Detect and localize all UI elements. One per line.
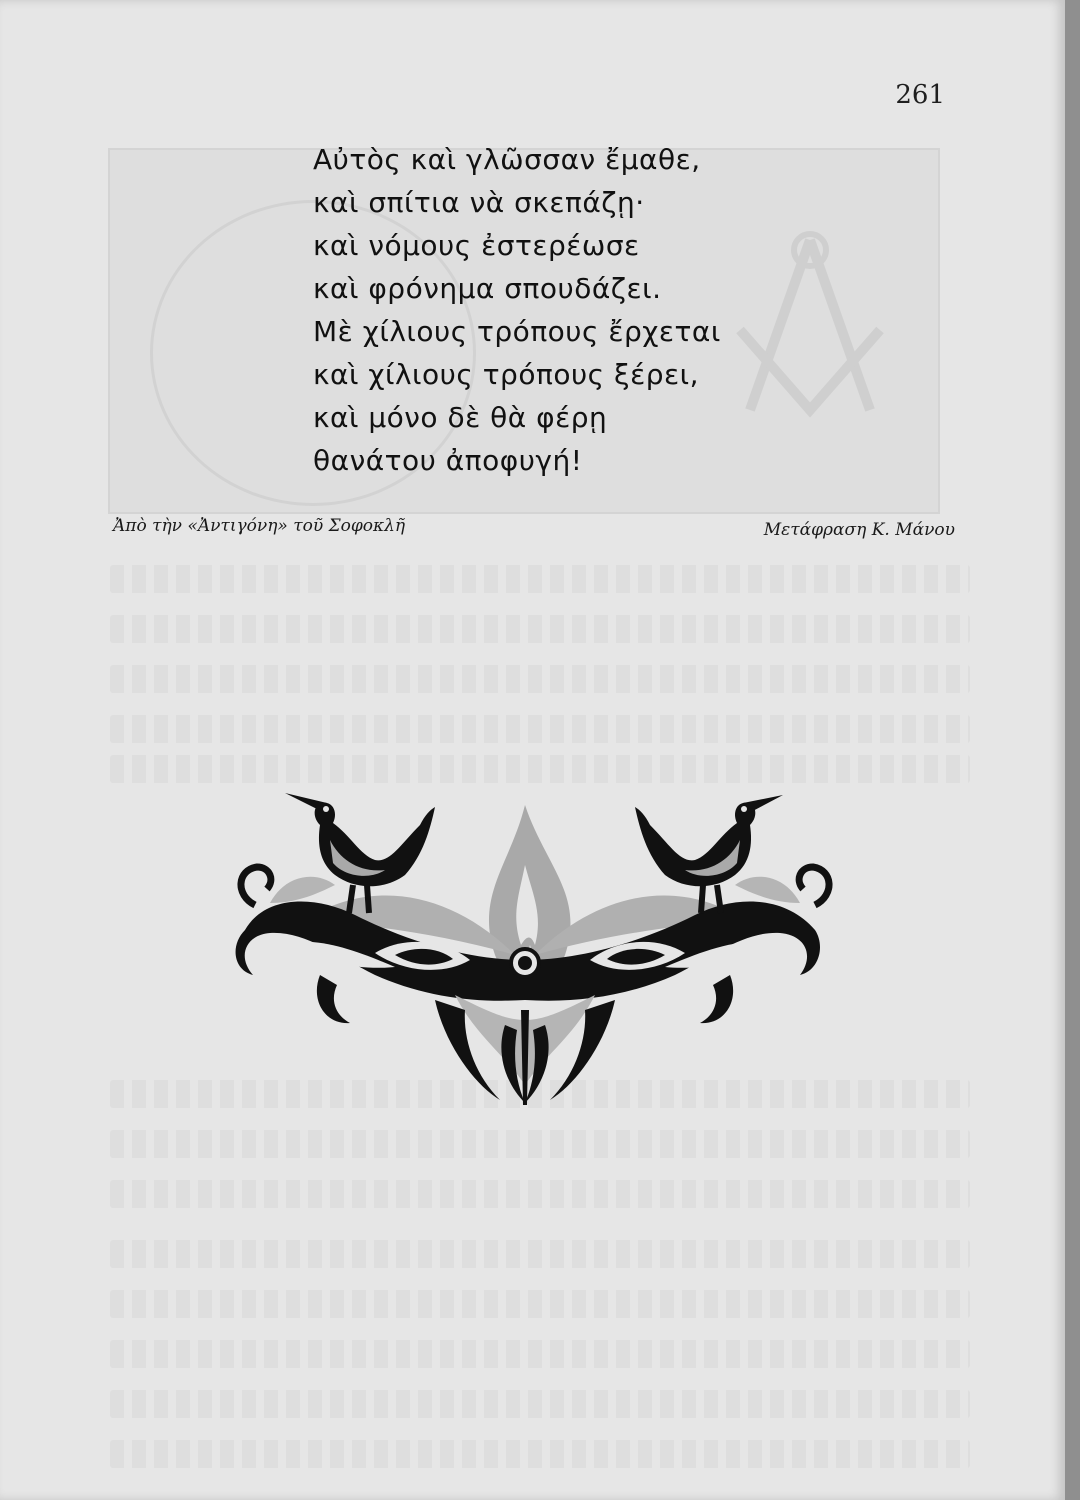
show-through-text-line [110, 1440, 970, 1468]
poem-line: Μὲ χίλιους τρόπους ἔρχεται [313, 315, 721, 348]
show-through-text-line [110, 755, 970, 783]
show-through-text-line [110, 565, 970, 593]
poem-line: καὶ φρόνημα σπουδάζει. [313, 272, 662, 305]
show-through-text-line [110, 615, 970, 643]
poem-line: Αὐτὸς καὶ γλῶσσαν ἔμαθε, [313, 143, 701, 176]
translator-caption: Μετάφραση Κ. Μάνου [763, 520, 955, 540]
show-through-text-line [110, 715, 970, 743]
poem-line: καὶ μόνο δὲ θὰ φέρῃ [313, 401, 608, 434]
show-through-text-line [110, 1290, 970, 1318]
show-through-text-line [110, 1130, 970, 1158]
show-through-text-line [110, 1390, 970, 1418]
show-through-text-line [110, 1180, 970, 1208]
birds-floral-ornament-icon [225, 785, 845, 1115]
page-number: 261 [895, 80, 945, 110]
show-through-text-line [110, 1340, 970, 1368]
poem-line: καὶ χίλιους τρόπους ξέρει, [313, 358, 700, 391]
poem-line: καὶ σπίτια νὰ σκεπάζῃ· [313, 186, 645, 219]
source-caption: Ἀπὸ τὴν «Ἀντιγόνη» τοῦ Σοφοκλῆ [113, 516, 406, 536]
show-through-text-line [110, 1240, 970, 1268]
poem-line: θανάτου ἀποφυγή! [313, 444, 583, 477]
show-through-text-line [110, 665, 970, 693]
poem-stanza [313, 138, 773, 482]
poem-line: καὶ νόμους ἐστερέωσε [313, 229, 640, 262]
